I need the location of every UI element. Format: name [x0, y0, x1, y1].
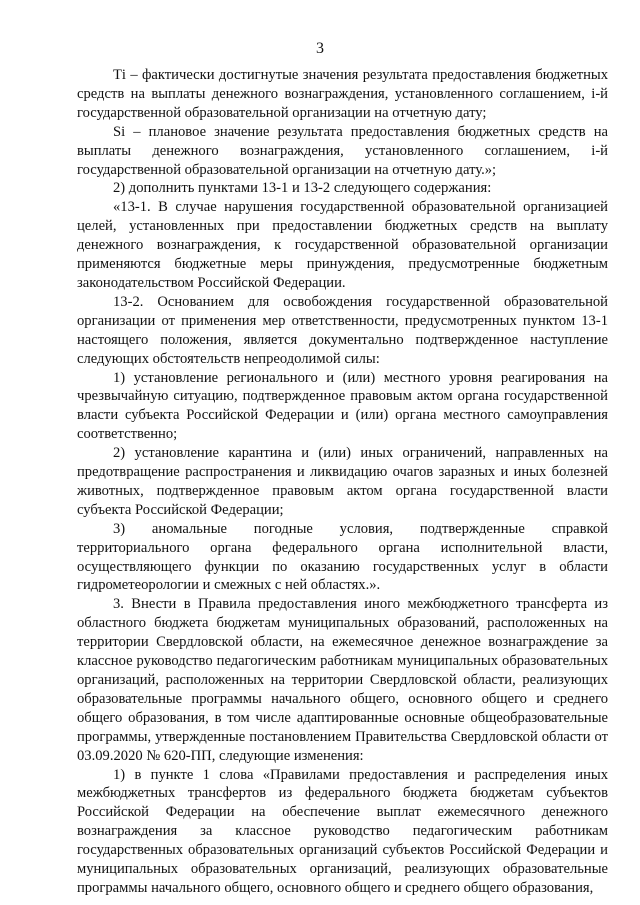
paragraph-13-1: «13-1. В случае нарушения государственной образовательной организацией целей, установленных при предоставлении бюджетных средств на выплату денежного вознаграждения, к государственной образовательной организации применяются бюджетные меры принуждения, предусмотренные бюджетным законодательством Российской Федерации. [77, 199, 608, 291]
paragraph-item-3-1: 1) в пункте 1 слова «Правилами предоставления и распределения иных межбюджетных трансфертов из федерального бюджета бюджетам субъектов Российской Федерации на обеспечение выплат ежемесячного денежного вознаграждения за классное руководство педагогическим работникам государственных образовательных организаций субъектов Российской Федерации и муниципальных образовательных организаций, реализующих образовательные программы начального общего, основного общего и среднего общего образования, [77, 766, 608, 896]
document-body [77, 66, 608, 898]
paragraph-ti-definition: Тi – фактически достигнутые значения результата предоставления бюджетных средств на выплаты денежного вознаграждения, установленного соглашением, i-й государственной образовательной организации на отчетную дату; [77, 67, 608, 121]
paragraph-si-definition: Si – плановое значение результата предоставления бюджетных средств на выплаты денежного вознаграждения, установленного соглашением, i-й государственной образовательной организации на отчетную дату.»; [77, 123, 608, 178]
paragraph-item-3: 3. Внести в Правила предоставления иного межбюджетного трансферта из областного бюджета бюджетам муниципальных образований, расположенных на территории Свердловской области, на ежемесячное денежное вознаграждение за классное руководство педагогическим работникам муниципальных образовательных организаций, расположенных на территории Свердловской области, реализующих образовательные программы начального общего, основного общего и среднего общего образования, в том числе адаптированные основные общеобразовательные программы, утвержденные постановлением Правительства Свердловской области от 03.09.2020 № 620-ПП, следующие изменения: [77, 596, 608, 764]
paragraph-subitem-3: 3) аномальные погодные условия, подтвержденные справкой территориального органа федерального органа исполнительной власти, осуществляющего функции по оказанию государственных услуг в области гидрометеорологии и смежных с ней областях.». [77, 520, 608, 594]
paragraph-subitem-1: 1) установление регионального и (или) местного уровня реагирования на чрезвычайную ситуацию, подтвержденное правовым актом органа государственной власти субъекта Российской Федерации и (или) органа местного самоуправления соответственно; [77, 369, 608, 443]
page-number: 3 [316, 40, 324, 57]
paragraph-subitem-2: 2) установление карантина и (или) иных ограничений, направленных на предотвращение распространения и ликвидацию очагов заразных и иных болезней животных, подтвержденное правовым актом органа государственной власти субъекта Российской Федерации; [77, 445, 608, 518]
paragraph-13-2: 13-2. Основанием для освобождения государственной образовательной организации от применения мер ответственности, предусмотренных пунктом 13-1 настоящего положения, является документально подтвержденное наступление следующих обстоятельств непреодолимой силы: [77, 293, 608, 367]
paragraph-item-2: 2) дополнить пунктами 13-1 и 13-2 следующего содержания: [113, 180, 492, 197]
